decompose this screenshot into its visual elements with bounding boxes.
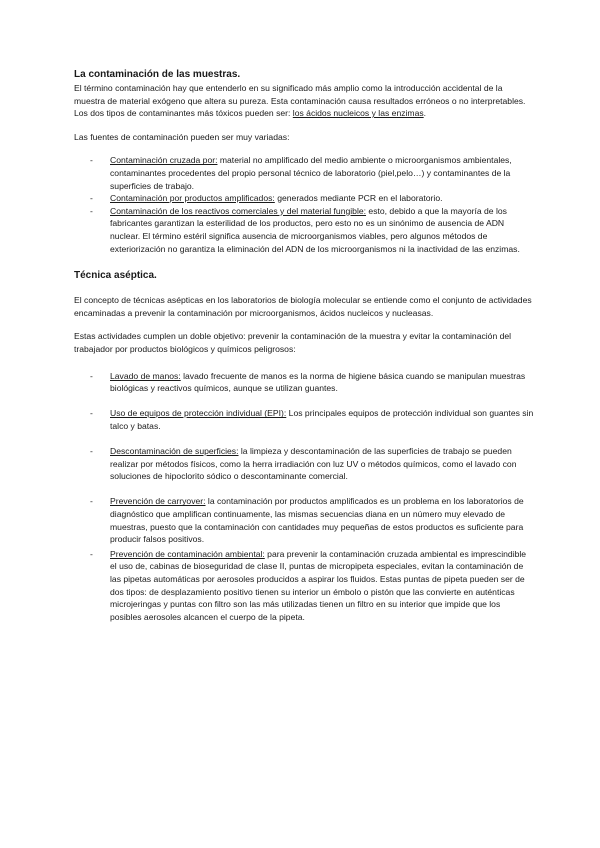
section-heading-contaminacion: La contaminación de las muestras. [74,69,241,80]
list-item-text: generados mediante PCR en el laboratorio. [274,193,443,204]
text-run: Los dos tipos de contaminantes más tóxicos pueden ser: [74,108,293,119]
list-item [74,192,534,205]
list-item-text: Los principales equipos de protección individual son guantes sin talco y batas. [110,408,534,431]
list-item [74,154,534,192]
spacer [74,319,534,330]
list-item-term: Contaminación de los reactivos comerciales y del material fungible: [110,205,367,216]
spacer [74,283,534,294]
list-item [74,205,534,255]
list-item-term: Prevención de carryover: [110,496,206,507]
paragraph: Estas actividades cumplen un doble objetivo: prevenir la contaminación de la muestra y evitar la contaminación del trabajador por productos biológicos y químicos peligrosos: [74,331,512,354]
bullet-dash: - [90,408,93,419]
list-item [74,548,534,624]
spacer [74,120,534,131]
section-heading-tecnica-aseptica: Técnica aséptica. [74,270,157,282]
spacer [74,143,534,154]
bullet-dash: - [90,446,93,457]
document-body [74,68,534,623]
list-item-term: Uso de equipos de protección individual (EPI): [110,408,287,419]
paragraph [74,107,534,120]
spacer [74,483,534,496]
paragraph: El concepto de técnicas asépticas en los laboratorios de biología molecular se entiende como el conjunto de actividades encaminadas a prevenir la contaminación por microorganismos, ácidos nucleicos y nucleasas. [74,295,532,318]
list-item-term: Prevención de contaminación ambiental: [110,548,265,559]
bullet-dash: - [90,548,93,559]
list-item-term: Lavado de manos: [110,370,181,381]
list-item [74,407,534,432]
list-item-text: para prevenir la contaminación cruzada ambiental es imprescindible el uso de, cabinas de bioseguridad de clase II, puntas de micropipeta especiales, evitan la contaminación de las pipetas automáticas por aerosoles producidos a aspirar los fluidos. Estas puntas de pipeta pueden ser de dos tipos: de desplazamiento positivo tienen su interior un émbolo o pistón que las convierte en auténticas microjeringas y puntas con filtro son las más utilizadas tienen un filtro en su interior que impide que los posibles aerosoles alcancen el cuerpo de la pipeta. [110,548,527,622]
list-item-term: Contaminación cruzada por: [110,155,218,166]
list-item-text: la contaminación por productos amplificados es un problema en los laboratorios de diagnóstico que amplifican continuamente, las mismas secuencias diana en un número muy elevado de muestras, puesto que la contaminación con cantidades muy pequeñas de estos productos es suficiente para producir falsos positivos. [110,496,524,545]
spacer [74,356,534,370]
list-item [74,445,534,483]
bullet-dash: - [90,205,93,216]
bullet-dash: - [90,155,93,166]
bullet-dash: - [90,496,93,507]
aseptic-measures-list [74,370,534,624]
spacer [74,255,534,269]
paragraph: Las fuentes de contaminación pueden ser muy variadas: [74,131,290,142]
underlined-text: los ácidos nucleicos y las enzimas [292,108,424,119]
list-item-text: lavado frecuente de manos es la norma de higiene básica cuando se manipulan muestras biológicas y reactivos químicos, aunque se utilizan guantes. [110,370,526,394]
list-item-term: Contaminación por productos amplificados: [110,193,275,204]
text-run: . [423,108,427,119]
list-item-text: la limpieza y descontaminación de las superficies de trabajo se pueden realizar por métodos físicos, como la herra irradiación con luz UV o métodos químicos, como el lavado con soluciones de hipoclorito sódico o descontaminante comercial. [110,446,517,482]
list-item [74,495,534,545]
sources-list [74,154,534,255]
list-item-text: esto, debido a que la mayoría de los fabricantes garantizan la esterilidad de los productos, pero esto no es un sinónimo de ausencia de ADN nuclear. El término estéril significa ausencia de microorganismos viables, pero algunos métodos de exteriorización no garantiza la eliminación del ADN de los microorganismos ni la inactividad de las enzimas. [110,205,520,254]
bullet-dash: - [90,370,93,381]
spacer [74,432,534,445]
spacer [74,395,534,408]
list-item-term: Descontaminación de superficies: [110,446,239,457]
paragraph: El término contaminación hay que entenderlo en su significado más amplio como la introducción accidental de la muestra de material exógeno que altera su pureza. Esta contaminación causa resultados erróneos o no interpretables. [74,83,526,106]
list-item-text: material no amplificado del medio ambiente o microorganismos ambientales, contaminantes procedentes del propio personal técnico de laboratorio (piel,pelo…) y contaminantes de la superficies de trabajo. [110,155,512,191]
list-item [74,370,534,395]
bullet-dash: - [90,193,93,204]
